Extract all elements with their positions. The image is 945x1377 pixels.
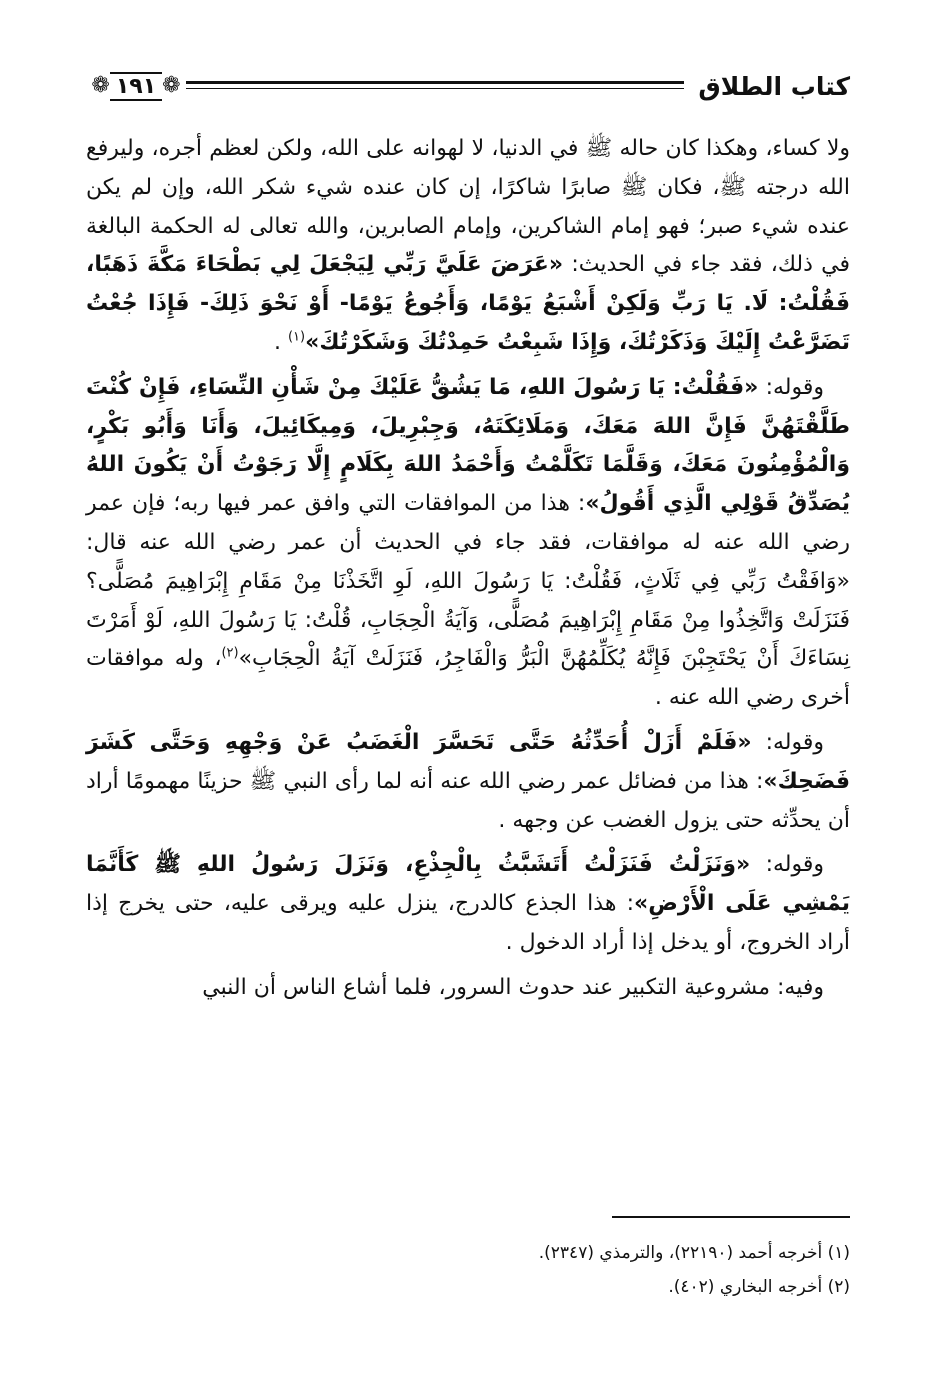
hadith-1: «عَرَضَ عَلَيَّ رَبِّي لِيَجْعَلَ لِي بَطْحَاءَ مَكَّةَ ذَهَبًا، فَقُلْتُ: لَا. يَا رَبِّ وَلَكِنْ أَشْبَعُ يَوْمًا، وَأَجُوعُ يَوْمًا- أَوْ نَحْوَ ذَلِكَ- فَإِذَا جُعْتُ تَضَرَّعْتُ إِلَيْكَ وَذَكَرْتُكَ، وَإِذَا شَبِعْتُ حَمِدْتُكَ وَشَكَرْتُكَ» [86, 252, 850, 355]
header-rule-thick [186, 81, 684, 84]
paragraph-4 [86, 846, 850, 962]
footnotes [86, 1236, 850, 1304]
paragraph-2-intro: وقوله: [758, 374, 825, 400]
main-text [86, 130, 850, 1014]
paragraph-5 [86, 969, 850, 1008]
paragraph-3 [86, 724, 850, 840]
hadith-4: «وَنَزَلْتُ فَنَزَلْتُ أَتَشَبَّثُ بِالْجِذْعِ، وَنَزَلَ رَسُولُ اللهِ ﷺ كَأَنَّمَا يَمْشِي عَلَى الْأَرْضِ» [86, 852, 851, 917]
paragraph-1-end: . [273, 329, 288, 355]
footnote-1: (١) أخرجه أحمد (٢٢١٩٠)، والترمذي (٢٣٤٧). [538, 1243, 850, 1263]
paragraph-5-text: وفيه: مشروعية التكبير عند حدوث السرور، فلما أشاع الناس أن النبي [202, 974, 824, 1000]
paragraph-3-intro: وقوله: [751, 729, 824, 755]
footnote-2: (٢) أخرجه البخاري (٤٠٢). [668, 1277, 850, 1297]
ornament-right-icon: ❁ [162, 73, 181, 98]
paragraph-2-text: : هذا من الموافقات التي وافق عمر فيها ربه؛ فإن عمر رضي الله عنه له موافقات، فقد جاء في الحديث أن عمر رضي الله عنه قال: [86, 491, 850, 555]
paragraph-4-text: : هذا الجذع كالدرج، ينزل عليه ويرقى عليه، حتى يخرج إذا أراد الخروج، أو يدخل إذا أراد الدخول . [86, 891, 850, 955]
paragraph-4-intro: وقوله: [750, 852, 824, 878]
header-rule-thin [186, 88, 684, 89]
quote-umar: «وَافَقْتُ رَبِّي فِي ثَلَاثٍ، فَقُلْتُ: يَا رَسُولَ اللهِ، لَوِ اتَّخَذْنَا مِنْ مَقَامِ إِبْرَاهِيمَ مُصَلًّى؟ فَنَزَلَتْ وَاتَّخِذُوا مِنْ مَقَامِ إِبْرَاهِيمَ مُصَلًّى، وَآيَةُ الْحِجَابِ، قُلْتُ: يَا رَسُولَ اللهِ، لَوْ أَمَرْتَ نِسَاءَكَ أَنْ يَحْتَجِبْنَ فَإِنَّهُ يُكَلِّمُهُنَّ الْبَرُّ وَالْفَاجِرُ، فَنَزَلَتْ آيَةُ الْحِجَابِ» [86, 568, 851, 672]
chapter-title: كتاب الطلاق [698, 71, 850, 101]
hadith-3: «فَلَمْ أَزَلْ أُحَدِّثُهُ حَتَّى تَحَسَّرَ الْغَضَبُ عَنْ وَجْهِهِ وَحَتَّى كَشَرَ فَضَحِكَ» [86, 729, 850, 794]
paragraph-2 [86, 369, 850, 718]
footnote-ref-1: (١) [287, 329, 306, 345]
footnote-ref-2: (٢) [221, 646, 239, 662]
page-header [86, 60, 850, 112]
header-rule [186, 79, 684, 93]
paragraph-1-text: ولا كساء، وهكذا كان حاله ﷺ في الدنيا، لا لهوانه على الله، ولكن لعظم أجره، وليرفع الله درجته ﷺ، فكان ﷺ صابرًا شاكرًا، إن كان عنده شيء شكر الله، وإن لم يكن عنده شيء صبر؛ فهو إمام الشاكرين، وإمام الصابرين، والله تعالى له الحكمة البالغة في ذلك، فقد جاء في الحديث: [86, 136, 850, 278]
paragraph-3-text: : هذا من فضائل عمر رضي الله عنه أنه لما رأى النبي ﷺ حزينًا مهمومًا أراد أن يحدِّثه حتى يزول الغضب عن وجهه . [86, 768, 850, 833]
ornament-left-icon: ❁ [91, 73, 110, 98]
paragraph-1 [86, 130, 850, 363]
footnote-separator [612, 1216, 850, 1218]
page-number: ١٩١ [110, 72, 162, 101]
page-number-frame [86, 64, 186, 108]
paragraph-2-end: ، وله موافقات أخرى رضي الله عنه . [86, 646, 850, 711]
hadith-2: «فَقُلْتُ: يَا رَسُولَ اللهِ، مَا يَشُقُّ عَلَيْكَ مِنْ شَأْنِ النِّسَاءِ، فَإِنْ كُنْتَ طَلَّقْتَهُنَّ فَإِنَّ اللهَ مَعَكَ، وَمَلَائِكَتَهُ، وَجِبْرِيلَ، وَمِيكَائِيلَ، وَأَنَا وَأَبُو بَكْرٍ، وَالْمُؤْمِنُونَ مَعَكَ، وَقَلَّمَا تَكَلَّمْتُ وَأَحْمَدُ اللهَ بِكَلَامٍ إِلَّا رَجَوْتُ أَنْ يَكُونَ اللهُ يُصَدِّقُ قَوْلِي الَّذِي أَقُولُ» [86, 374, 850, 517]
